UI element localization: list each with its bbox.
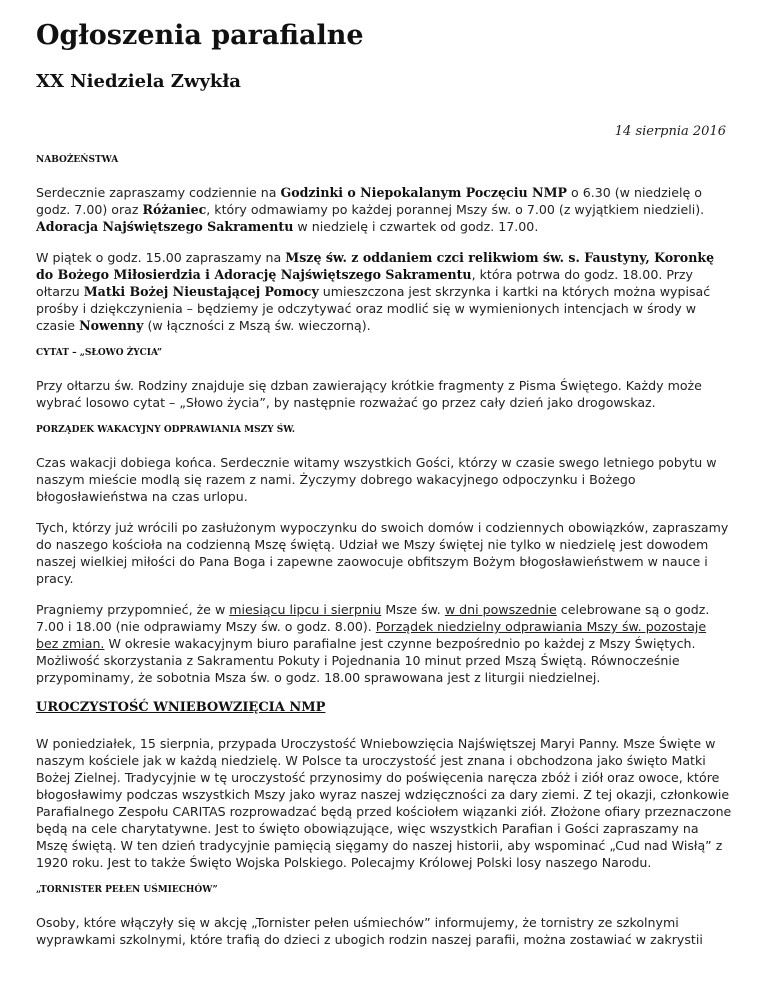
paragraph-cytat: Przy ołtarzu św. Rodziny znajduje się dzban zawierający krótkie fragmenty z Pisma Świętego. Każdy może wybrać losowo cytat – „Słowo życia”, by następnie rozważać go przez cały dzień jako drogowskaz. — [36, 378, 702, 410]
paragraph-porzadek-2: Tych, którzy już wrócili po zasłużonym wypoczynku do swoich domów i codziennych obowiązków, zapraszamy do naszego kościoła na codzienną Mszę świętą. Udział we Mszy świętej nie tylko w niedzielę jest dowodem naszej wielkiej miłości do Pana Boga i zapewne zaowocuje obfitszym Bożym błogosławieństwem w nauce i pracy. — [36, 520, 729, 586]
heading-uroczystosc: UROCZYSTOŚĆ WNIEBOWZIĘCIA NMP — [36, 700, 326, 715]
paragraph-porzadek-3: Pragniemy przypomnieć, że w miesiącu lipcu i sierpniu Msze św. w dni powszednie celebrowane są o godz. 7.00 i 18.00 (nie odprawiamy Mszy św. o godz. 8.00). Porządek niedzielny odprawiania Mszy św. pozostaje bez zmian. W okresie wakacyjnym biuro parafialne jest czynne bezpośrednio po każdej z Mszy Świętych. Możliwość skorzystania z Sakramentu Pokuty i Pojednania 10 minut przed Mszą Świętą. Równocześnie przypominamy, że sobotnia Msza św. o godz. 18.00 sprawowana jest z liturgii niedzielnej. — [36, 602, 710, 685]
page-title: Ogłoszenia parafialne — [36, 20, 364, 51]
heading-nabozenstwa: NABOŻEŃSTWA — [36, 155, 119, 165]
paragraph-tornister: Osoby, które włączyły się w akcję „Tornister pełen uśmiechów” informujemy, że tornistry ze szkolnymi wyprawkami szkolnymi, które trafią do dzieci z ubogich rodzin naszej parafii, można zostawiać w zakrystii — [36, 915, 703, 947]
heading-cytat: CYTAT – „SŁOWO ŻYCIA” — [36, 348, 163, 358]
page-subtitle: XX Niedziela Zwykła — [36, 71, 241, 92]
paragraph-nabozenstwa-2: W piątek o godz. 15.00 zapraszamy na Mszę św. z oddaniem czci relikwiom św. s. Faustyny, Koronkę do Bożego Miłosierdzia i Adorację Najświętszego Sakramentu, która potrwa do godz. 18.00. Przy ołtarzu Matki Bożej Nieustającej Pomocy umieszczona jest skrzynka i kartki na których można wypisać prośby i dziękczynienia – będziemy je odczytywać oraz modlić się w wymienionych intencjach w środy w czasie Nowenny (w łączności z Mszą św. wieczorną). — [36, 250, 715, 333]
paragraph-nabozenstwa-1: Serdecznie zapraszamy codziennie na Godzinki o Niepokalanym Poczęciu NMP o 6.30 (w niedzielę o godz. 7.00) oraz Różaniec, który odmawiamy po każdej porannej Mszy św. o 7.00 (z wyjątkiem niedzieli). Adoracja Najświętszego Sakramentu w niedzielę i czwartek od godz. 17.00. — [36, 185, 705, 234]
announcement-date: 14 sierpnia 2016 — [614, 124, 726, 139]
heading-porzadek: PORZĄDEK WAKACYJNY ODPRAWIANIA MSZY ŚW. — [36, 425, 296, 435]
heading-tornister: „TORNISTER PEŁEN UŚMIECHÓW” — [36, 885, 218, 895]
paragraph-porzadek-1: Czas wakacji dobiega końca. Serdecznie witamy wszystkich Gości, którzy w czasie swego letniego pobytu w naszym mieście modlą się razem z nami. Życzymy dobrego wakacyjnego odpoczynku i Bożego błogosławieństwa na czas urlopu. — [36, 455, 717, 504]
paragraph-uroczystosc: W poniedziałek, 15 sierpnia, przypada Uroczystość Wniebowzięcia Najświętszej Maryi Panny. Msze Święte w naszym kościele jak w każdą niedzielę. W Polsce ta uroczystość jest znana i obchodzona jako święto Matki Bożej Zielnej. Tradycyjnie w tę uroczystość przynosimy do poświęcenia naręcza zbóż i ziół oraz owoce, które błogosławimy podczas wszystkich Mszy jako wyraz naszej wdzięczności za dary ziemi. Z tej okazji, członkowie Parafialnego Zespołu CARITAS rozprowadzać będą przed kościołem wiązanki ziół. Złożone ofiary przeznaczone będą na cele charytatywne. Jest to święto obowiązujące, więc wszystkich Parafian i Gości zapraszamy na Mszę świętą. W ten dzień tradycyjnie pamięcią sięgamy do naszej historii, aby wspominać „Cud nad Wisłą” z 1920 roku. Jest to także Święto Wojska Polskiego. Polecajmy Królowej Polski losy naszego Narodu. — [36, 736, 732, 870]
